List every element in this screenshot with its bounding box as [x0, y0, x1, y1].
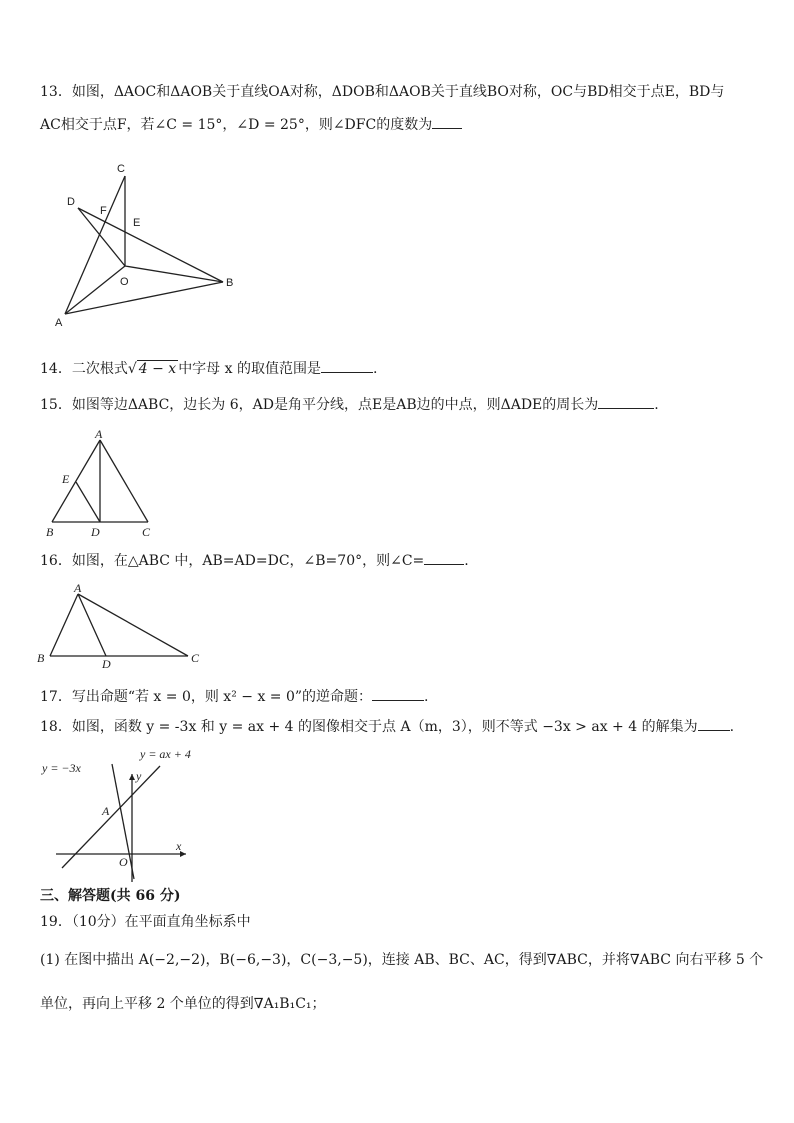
q16-figure: [32, 580, 212, 672]
label-F: F: [100, 205, 107, 217]
sqrt-sign: √: [127, 361, 137, 377]
label-A: A: [74, 581, 82, 595]
q19-title: 19．（10分）在平面直角坐标系中: [40, 914, 251, 930]
q16-line: [40, 550, 469, 571]
label-B: B: [46, 525, 54, 539]
section-heading: 三、解答题(共 66 分): [40, 888, 181, 904]
label-O: O: [119, 855, 128, 869]
answer-blank: [598, 394, 654, 409]
label-E: E: [62, 472, 70, 486]
label-D: D: [102, 657, 111, 671]
q18-line: [40, 716, 734, 737]
q18-figure: [38, 744, 213, 884]
q17-end: .: [424, 689, 429, 705]
label-B: B: [226, 277, 234, 289]
answer-blank: [424, 550, 464, 565]
label-D: D: [91, 525, 100, 539]
label-C: C: [117, 163, 125, 175]
answer-blank: [432, 114, 462, 129]
q16-end: .: [464, 553, 469, 569]
q14-post: 中字母 x 的取值范围是: [178, 361, 321, 377]
q18-text: 18．如图，函数 y = -3x 和 y = ax + 4 的图像相交于点 A（m，3），则不等式 −3x > ax + 4 的解集为: [40, 719, 698, 735]
answer-blank: [372, 686, 424, 701]
q15-text: 15．如图等边ΔABC，边长为 6，AD是角平分线，点E是AB边的中点，则ΔADE的周长为: [40, 397, 599, 413]
q14-pre: 14．二次根式: [40, 361, 128, 377]
label-f1: y = −3x: [42, 761, 81, 775]
q16-text: 16．如图，在△ABC 中，AB=AD=DC，∠B=70°，则∠C=: [40, 553, 425, 569]
q17-text: 17．写出命题“若 x = 0，则 x² − x = 0”的逆命题：: [40, 689, 373, 705]
q17-line: [40, 686, 429, 707]
answer-blank: [321, 358, 373, 373]
label-x: x: [176, 839, 182, 853]
label-E: E: [133, 217, 141, 229]
label-D: D: [67, 196, 75, 208]
label-B: B: [37, 651, 45, 665]
label-f2: y = ax + 4: [140, 747, 191, 761]
q14-radicand: 4 − x: [138, 361, 177, 377]
q15-figure: [40, 428, 170, 543]
label-y: y: [136, 769, 142, 783]
q13-line2: [40, 114, 462, 135]
q14-line: [40, 358, 377, 379]
label-A: A: [102, 804, 110, 818]
q19-part1-line2: 单位，再向上平移 2 个单位的得到∇A₁B₁C₁；: [40, 996, 326, 1012]
answer-blank: [698, 716, 730, 731]
label-A: A: [55, 317, 63, 329]
q15-line: [40, 394, 659, 415]
q19-part1-line1: (1) 在图中描出 A(−2,−2)，B(−6,−3)，C(−3,−5)，连接 AB、BC、AC，得到∇ABC，并将∇ABC 向右平移 5 个: [40, 952, 764, 968]
q13-line1: 13．如图，ΔAOC和ΔAOB关于直线OA对称，ΔDOB和ΔAOB关于直线BO对称，OC与BD相交于点E，BD与: [40, 84, 725, 100]
q18-end: .: [729, 719, 735, 735]
q13-line2-text: AC相交于点F，若∠C = 15°，∠D = 25°，则∠DFC的度数为: [40, 117, 433, 133]
label-O: O: [120, 276, 129, 288]
label-A: A: [95, 428, 103, 441]
q15-end: .: [654, 397, 659, 413]
q13-figure: [45, 158, 255, 333]
q14-end: .: [372, 361, 378, 377]
label-C: C: [191, 651, 200, 665]
label-C: C: [142, 525, 151, 539]
